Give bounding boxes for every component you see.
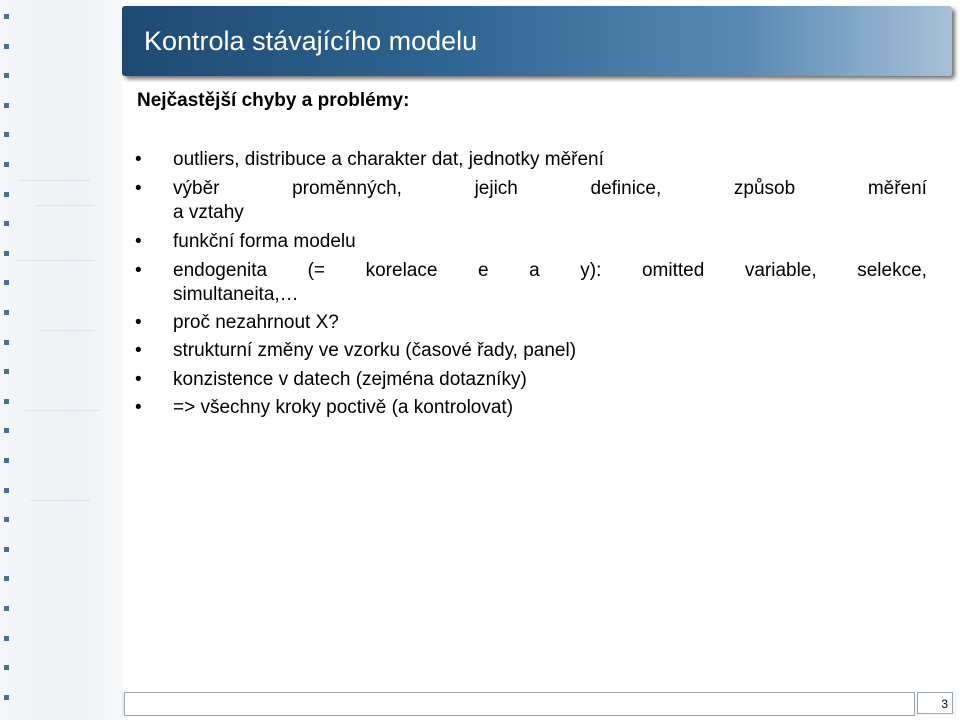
slide-title: Kontrola stávajícího modelu [144, 26, 478, 56]
decorative-dot [4, 428, 9, 433]
decorative-dot [4, 517, 9, 522]
footer-box [124, 692, 915, 716]
list-item: strukturní změny ve vzorku (časové řady, panel) [173, 340, 577, 361]
list-item-word: omitted [641, 260, 705, 281]
list-item-word: (= [307, 260, 326, 281]
list-item-word: e [478, 260, 489, 281]
decorative-dot [4, 192, 9, 197]
decorative-dot [4, 636, 9, 641]
list-item-word: jejich [474, 178, 518, 199]
band-streak [35, 205, 95, 206]
bullet-marker: • [135, 231, 142, 252]
list-item-word: y): [580, 260, 602, 281]
list-item: proč nezahrnout X? [173, 312, 339, 333]
list-item-word: selekce, [857, 260, 927, 281]
title-bar [122, 6, 952, 76]
decorative-dot [4, 606, 9, 611]
list-item: => všechny kroky poctivě (a kontrolovat) [173, 397, 514, 418]
band-streak [20, 180, 90, 181]
left-decorative-band [0, 0, 122, 720]
list-item-word: definice, [590, 178, 662, 199]
list-item-word: způsob [733, 178, 796, 199]
list-item: konzistence v datech (zejména dotazníky) [173, 369, 527, 390]
decorative-dot [4, 665, 9, 670]
decorative-dot [4, 310, 9, 315]
bullet-marker: • [135, 149, 142, 170]
decorative-dot [4, 14, 9, 19]
list-item-continuation: a vztahy [173, 202, 244, 223]
list-item: funkční forma modelu [173, 231, 356, 252]
decorative-dot [4, 576, 9, 581]
bullet-marker: • [135, 178, 142, 199]
bullet-marker: • [135, 312, 142, 333]
list-item-justified [173, 260, 927, 282]
decorative-dot-column [4, 0, 10, 720]
band-streak [40, 330, 95, 331]
decorative-dot [4, 103, 9, 108]
band-streak [15, 260, 95, 261]
subheading: Nejčastější chyby a problémy: [137, 90, 410, 111]
list-item-word: měření [867, 178, 927, 199]
list-item: outliers, distribuce a charakter dat, jednotky měření [173, 149, 604, 170]
list-item-word: korelace [365, 260, 438, 281]
decorative-dot [4, 547, 9, 552]
bullet-marker: • [135, 260, 142, 281]
decorative-dot [4, 458, 9, 463]
decorative-dot [4, 162, 9, 167]
list-item-word: proměnných, [292, 178, 402, 199]
decorative-dot [4, 44, 9, 49]
decorative-dot [4, 73, 9, 78]
decorative-dot [4, 132, 9, 137]
decorative-dot [4, 251, 9, 256]
list-item-word: výběr [173, 178, 220, 199]
bullet-marker: • [135, 397, 142, 418]
bullet-marker: • [135, 369, 142, 390]
list-item-justified [173, 178, 927, 200]
bullet-marker: • [135, 340, 142, 361]
list-item-word: a [529, 260, 540, 281]
decorative-dot [4, 488, 9, 493]
band-streak [25, 410, 100, 411]
decorative-dot [4, 340, 9, 345]
decorative-dot [4, 399, 9, 404]
band-streak [30, 500, 90, 501]
list-item-continuation: simultaneita,… [173, 284, 299, 305]
list-item-word: variable, [744, 260, 817, 281]
page-number: 3 [917, 692, 953, 714]
decorative-dot [4, 695, 9, 700]
list-item-word: endogenita [173, 260, 268, 281]
decorative-dot [4, 221, 9, 226]
decorative-dot [4, 369, 9, 374]
decorative-dot [4, 280, 9, 285]
